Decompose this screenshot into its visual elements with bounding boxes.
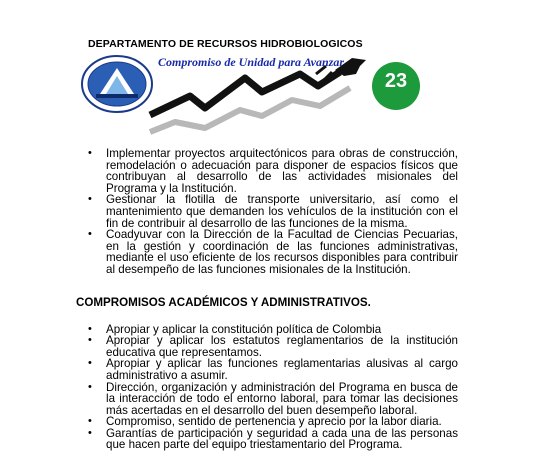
- anniversary-seal-icon: [372, 62, 420, 110]
- list-item: • Coadyuvar con la Dirección de la Facultad de Ciencias Pecuarias, en la gestión y coordinación de las funciones administrativas, mediante el uso eficiente de los recursos disponibles para contribuir al desempeño de las funciones misionales de la Institución.: [76, 229, 458, 275]
- university-seal-icon: [80, 54, 154, 114]
- list-item: • Implementar proyectos arquitectónicos para obras de construcción, remodelación o adecuación para disponer de espacios físicos que contribuyan al desarrollo de las actividades misionales del Programa y la Institución.: [76, 148, 458, 194]
- list-item: • Garantías de participación y seguridad a cada una de las personas que hacen parte del equipo triestamentario del Programa.: [76, 428, 458, 451]
- list-item: • Dirección, organización y administración del Programa en busca de la interacción de todo el entorno laboral, para tomar las decisiones más acertadas en el desarrollo del buen desempeño laboral.: [76, 382, 458, 417]
- section-heading: COMPROMISOS ACADÉMICOS Y ADMINISTRATIVOS.: [76, 295, 371, 309]
- list-item: • Apropiar y aplicar los estatutos reglamentarios de la institución educativa que representamos.: [76, 335, 458, 358]
- header-banner: [0, 0, 534, 150]
- slogan-text: Compromiso de Unidad para Avanzar: [158, 55, 345, 69]
- activities-list: [76, 148, 458, 276]
- department-title: DEPARTAMENTO DE RECURSOS HIDROBIOLOGICOS: [88, 38, 363, 50]
- badge-number: 23: [384, 70, 408, 92]
- list-item: • Apropiar y aplicar las funciones reglamentarias alusivas al cargo administrativo a asumir.: [76, 358, 458, 381]
- list-item: • Gestionar la flotilla de transporte universitario, así como el mantenimiento que demanden los vehículos de la institución con el fin de contribuir al desarrollo de las funciones de la misma.: [76, 194, 458, 229]
- commitments-list: [76, 324, 458, 452]
- list-item: • Apropiar y aplicar la constitución política de Colombia: [76, 324, 458, 336]
- list-item: • Compromiso, sentido de pertenencia y aprecio por la labor diaria.: [76, 416, 458, 428]
- document-body: [76, 148, 458, 451]
